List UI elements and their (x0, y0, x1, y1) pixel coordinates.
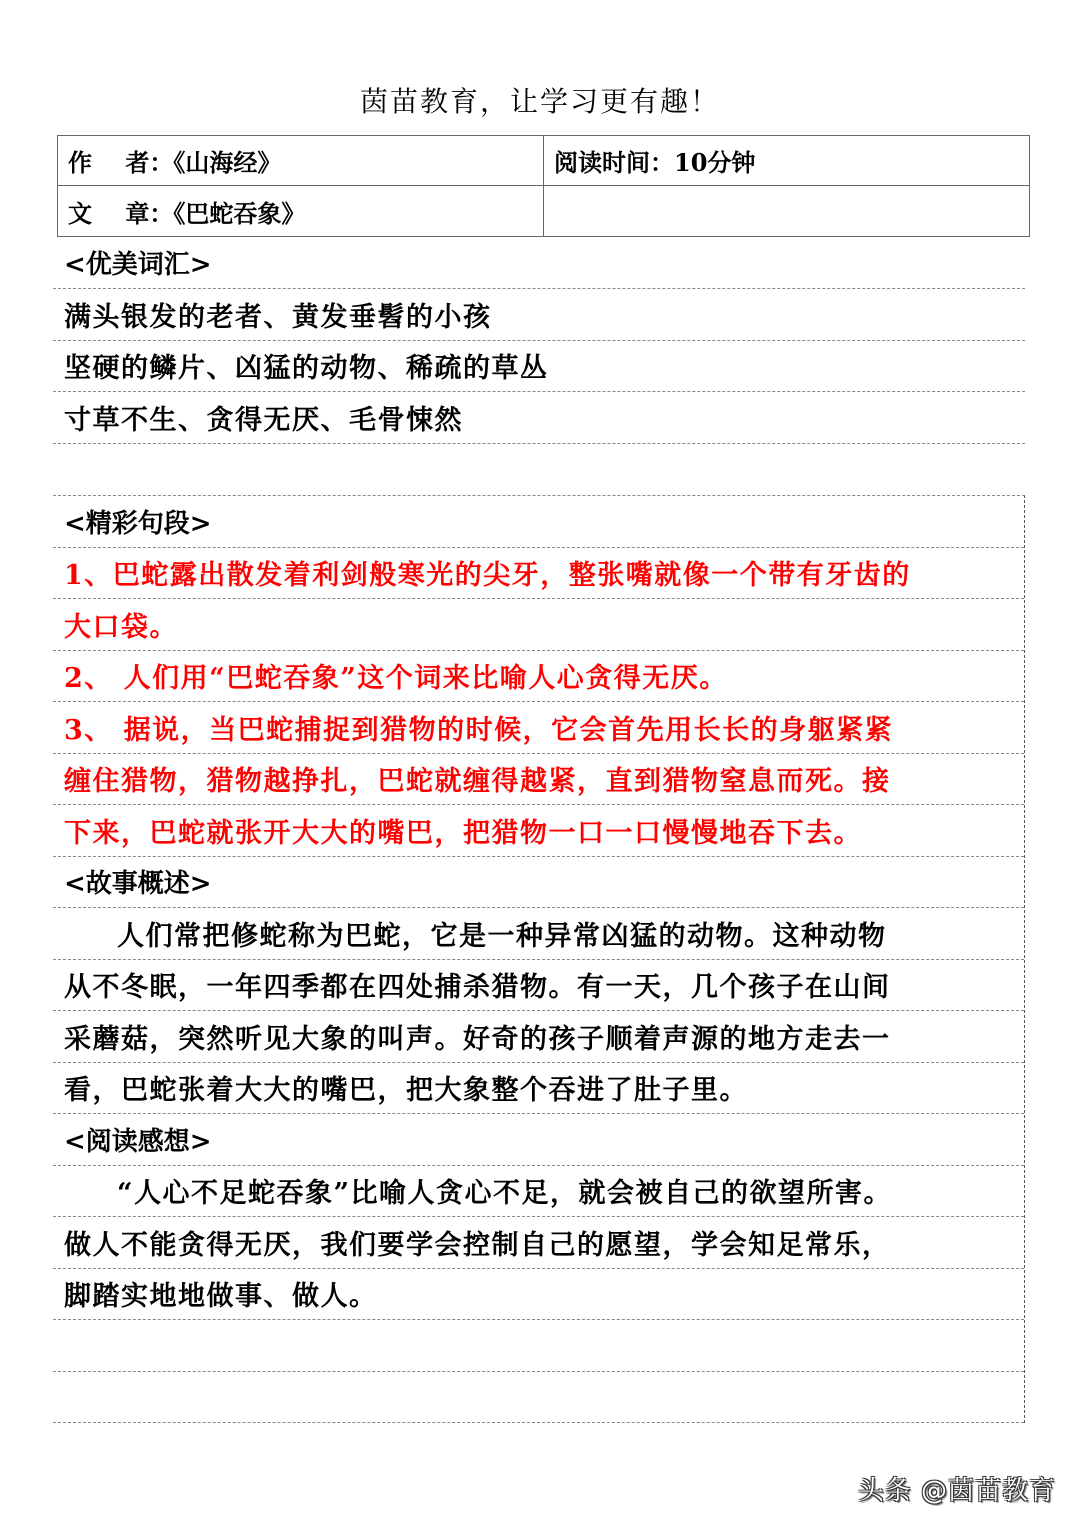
highlight-line: 1、巴蛇露出散发着利剑般寒光的尖牙，整张嘴就像一个带有牙齿的 (53, 548, 1024, 600)
vocabulary-line: 坚硬的鳞片、凶猛的动物、稀疏的草丛 (53, 341, 1025, 393)
highlight-line: 缠住猎物，猎物越挣扎，巴蛇就缠得越紧，直到猎物窒息而死。接 (53, 754, 1024, 806)
section-heading: <故事概述> (53, 857, 1024, 909)
vocabulary-line: 满头银发的老者、黄发垂髫的小孩 (53, 289, 1025, 341)
page-title: 茵苗教育，让学习更有趣！ (359, 85, 720, 118)
highlight-line: 下来，巴蛇就张开大大的嘴巴，把猎物一口一口慢慢地吞下去。 (53, 805, 1024, 857)
reflection-line: 做人不能贪得无厌，我们要学会控制自己的愿望，学会知足常乐， (53, 1217, 1024, 1269)
reflection-line: “人心不足蛇吞象”比喻人贪心不足，就会被自己的欲望所害。 (53, 1166, 1024, 1218)
vocabulary-line: 寸草不生、贪得无厌、毛骨悚然 (53, 392, 1025, 444)
section-heading: <精彩句段> (53, 496, 1024, 548)
blank-writing-line (53, 1372, 1024, 1424)
summary-line: 从不冬眠，一年四季都在四处捕杀猎物。有一天，几个孩子在山间 (53, 960, 1024, 1012)
highlight-line: 大口袋。 (53, 599, 1024, 651)
section-heading: <阅读感想> (53, 1114, 1024, 1166)
blank-writing-line (53, 1320, 1024, 1372)
highlight-line: 3、 据说，当巴蛇捕捉到猎物的时候，它会首先用长长的身躯紧紧 (53, 702, 1024, 754)
vocabulary-section (53, 237, 1025, 444)
section-heading: <优美词汇> (53, 237, 1025, 289)
info-table (57, 135, 1030, 237)
reading-time-cell: 阅读时间：10分钟 (544, 136, 1029, 186)
reflection-line: 脚踏实地地做事、做人。 (53, 1269, 1024, 1321)
empty-cell (544, 186, 1029, 236)
lined-content-box (53, 495, 1025, 1423)
summary-line: 看，巴蛇张着大大的嘴巴，把大象整个吞进了肚子里。 (53, 1063, 1024, 1115)
summary-line: 采蘑菇，突然听见大象的叫声。好奇的孩子顺着声源的地方走去一 (53, 1011, 1024, 1063)
highlight-line: 2、 人们用“巴蛇吞象”这个词来比喻人心贪得无厌。 (53, 651, 1024, 703)
article-cell: 文 章：《巴蛇吞象》 (58, 186, 544, 236)
author-cell: 作 者：《山海经》 (58, 136, 544, 186)
watermark: 头条 @茵苗教育 (857, 1476, 1056, 1506)
summary-line: 人们常把修蛇称为巴蛇，它是一种异常凶猛的动物。这种动物 (53, 908, 1024, 960)
